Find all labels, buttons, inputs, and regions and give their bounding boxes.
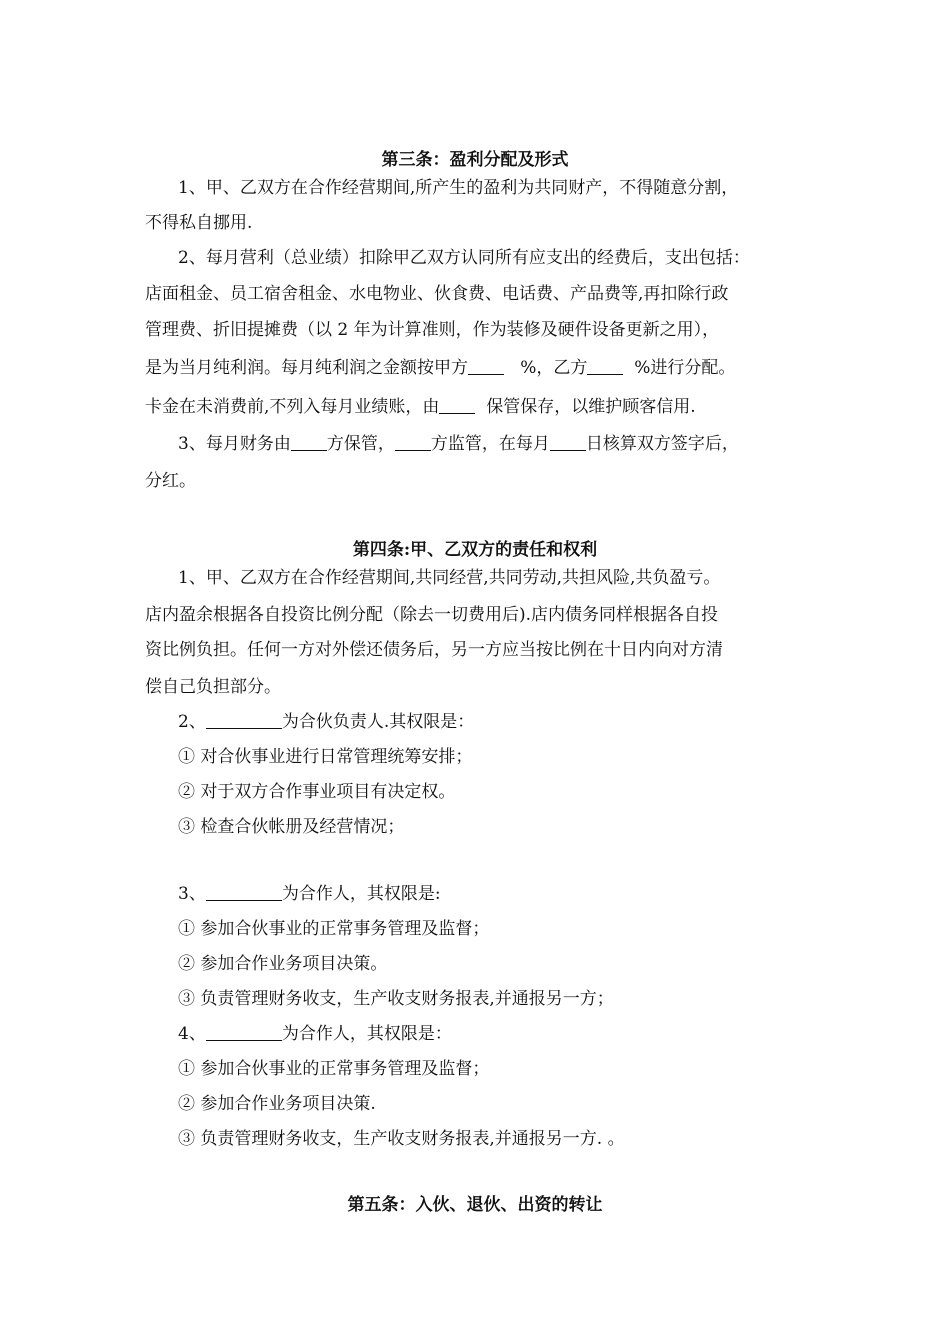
text: %进行分配。 xyxy=(634,358,736,378)
art3-p3-line2: 分红。 xyxy=(145,471,196,491)
blank-field-keeper[interactable] xyxy=(291,434,327,451)
art4-p1-line1: 1、甲、乙双方在合作经营期间,共同经营,共同劳动,共担风险,共负盈亏。 xyxy=(178,568,721,588)
text: 是为当月纯利润。每月纯利润之金额按甲方 xyxy=(145,358,468,378)
art3-p2-line3: 管理费、折旧提摊费（以 2 年为计算准则，作为装修及硬件设备更新之用）， xyxy=(145,320,720,340)
art4-p3-item3: ③ 负责管理财务收支，生产收支财务报表,并通报另一方； xyxy=(178,989,614,1009)
art4-p4-item2: ② 参加合作业务项目决策. xyxy=(178,1094,376,1114)
text: 方保管， xyxy=(326,434,395,454)
blank-field-responsible-person[interactable] xyxy=(206,712,282,729)
art4-p1-line3: 资比例负担。任何一方对外偿还债务后，另一方应当按比例在十日内向对方清 xyxy=(145,640,723,660)
article-4-heading: 第四条:甲、乙双方的责任和权利 xyxy=(352,540,598,560)
text: 为合伙负责人.其权限是： xyxy=(281,712,475,732)
blank-field-party-a-percent[interactable] xyxy=(468,358,504,375)
art3-p2-line1: 2、每月营利（总业绩）扣除甲乙双方认同所有应支出的经费后，支出包括： xyxy=(178,248,750,268)
blank-field-custodian[interactable] xyxy=(439,397,475,414)
text: 为合作人，其权限是： xyxy=(281,1024,452,1044)
art3-p2-line2: 店面租金、员工宿舍租金、水电物业、伙食费、电话费、产品费等,再扣除行政 xyxy=(145,284,729,304)
text: 日核算双方签字后， xyxy=(585,434,739,454)
art4-p3 xyxy=(178,882,828,906)
art4-p3-item1: ① 参加合伙事业的正常事务管理及监督； xyxy=(178,919,490,939)
art4-p4 xyxy=(178,1022,828,1046)
art3-p1-line2: 不得私自挪用. xyxy=(145,213,253,233)
art4-p2-item2: ② 对于双方合作事业项目有决定权。 xyxy=(178,782,456,802)
art3-p2-line5 xyxy=(145,395,825,419)
blank-field-day[interactable] xyxy=(550,434,586,451)
text: 3、 xyxy=(178,884,206,904)
art3-p3-line1 xyxy=(178,432,828,456)
text: 方监管，在每月 xyxy=(430,434,550,454)
article-5-heading: 第五条：入伙、退伙、出资的转让 xyxy=(347,1195,603,1215)
blank-field-partner-1[interactable] xyxy=(206,884,282,901)
art4-p1-line4: 偿自己负担部分。 xyxy=(145,677,281,697)
text: 为合作人，其权限是: xyxy=(281,884,441,904)
art4-p3-item2: ② 参加合作业务项目决策。 xyxy=(178,954,388,974)
art4-p4-item1: ① 参加合伙事业的正常事务管理及监督； xyxy=(178,1059,490,1079)
art4-p2-item1: ① 对合伙事业进行日常管理统筹安排； xyxy=(178,747,473,767)
text: %，乙方 xyxy=(520,358,588,378)
art3-p1-line1: 1、甲、乙双方在合作经营期间,所产生的盈利为共同财产，不得随意分割， xyxy=(178,178,739,198)
text: 保管保存，以维护顾客信用. xyxy=(486,397,696,417)
blank-field-supervisor[interactable] xyxy=(395,434,431,451)
blank-field-partner-2[interactable] xyxy=(206,1024,282,1041)
text: 2、 xyxy=(178,712,206,732)
text: 4、 xyxy=(178,1024,206,1044)
article-3-heading: 第三条：盈利分配及形式 xyxy=(381,150,569,170)
art4-p1-line2: 店内盈余根据各自投资比例分配（除去一切费用后).店内债务同样根据各自投 xyxy=(145,605,719,625)
art4-p4-item3: ③ 负责管理财务收支，生产收支财务报表,并通报另一方. 。 xyxy=(178,1129,625,1149)
art4-p2-item3: ③ 检查合伙帐册及经营情况； xyxy=(178,817,405,837)
text: 卡金在未消费前,不列入每月业绩账，由 xyxy=(145,397,440,417)
art3-p2-line4 xyxy=(145,356,825,380)
text: 3、每月财务由 xyxy=(178,434,291,454)
blank-field-party-b-percent[interactable] xyxy=(587,358,623,375)
art4-p2 xyxy=(178,710,828,734)
